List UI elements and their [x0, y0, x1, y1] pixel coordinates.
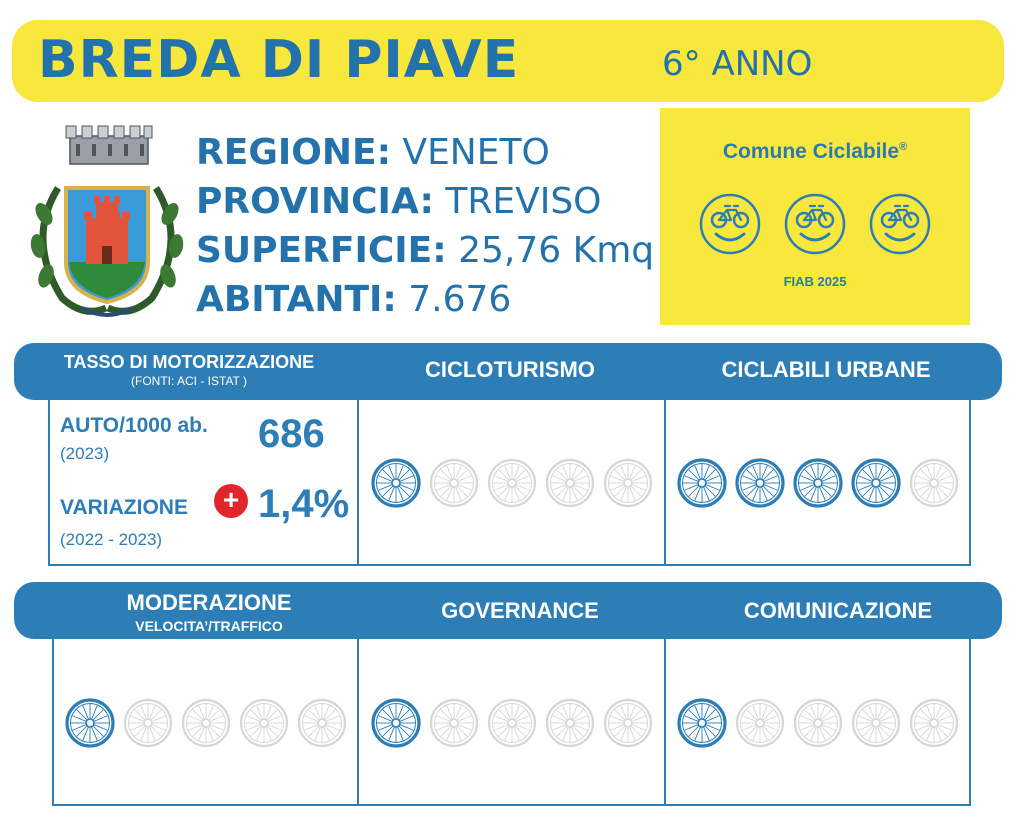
- header-comunicazione: COMUNICAZIONE: [743, 598, 933, 623]
- header-ciclabili-urbane: CICLABILI URBANE: [721, 357, 931, 382]
- wheel-empty-icon: [180, 697, 232, 749]
- auto-year: (2023): [60, 444, 110, 463]
- variation-years: (2022 - 2023): [60, 530, 163, 549]
- divider: [357, 639, 359, 806]
- wheel-empty-icon: [544, 697, 596, 749]
- divider: [664, 639, 666, 806]
- badge-title: Comune Ciclabile®: [722, 140, 908, 163]
- wheel-empty-icon: [296, 697, 348, 749]
- divider: [48, 400, 50, 566]
- motorization-block: [60, 410, 355, 560]
- wheel-empty-icon: [486, 457, 538, 509]
- wheel-filled-icon: [64, 697, 116, 749]
- info-value: TREVISO: [445, 181, 602, 222]
- municipality-name: BREDA DI PIAVE: [38, 30, 520, 90]
- wheel-empty-icon: [428, 457, 480, 509]
- wheel-empty-icon: [908, 457, 960, 509]
- divider: [48, 564, 971, 566]
- divider: [52, 639, 54, 806]
- rating-ciclabili-urbane: [676, 457, 966, 509]
- wheel-filled-icon: [850, 457, 902, 509]
- variation-value: 1,4%: [258, 482, 350, 526]
- wheel-filled-icon: [370, 457, 422, 509]
- wheel-empty-icon: [792, 697, 844, 749]
- divider: [969, 639, 971, 806]
- smiling-bicycle-icon: [783, 192, 847, 256]
- wheel-empty-icon: [908, 697, 960, 749]
- wheel-empty-icon: [850, 697, 902, 749]
- info-row-region: [196, 132, 654, 181]
- header-moderazione-sub: VELOCITA’/TRAFFICO: [135, 618, 283, 634]
- wheel-filled-icon: [792, 457, 844, 509]
- smiling-bicycle-icon: [868, 192, 932, 256]
- variation-label: VARIAZIONE: [60, 496, 188, 519]
- wheel-empty-icon: [122, 697, 174, 749]
- section-bar-bottom: [14, 582, 1002, 639]
- auto-value: 686: [258, 412, 325, 456]
- plus-icon: +: [214, 484, 248, 518]
- wheel-empty-icon: [428, 697, 480, 749]
- wheel-filled-icon: [370, 697, 422, 749]
- wheel-empty-icon: [544, 457, 596, 509]
- divider: [969, 400, 971, 566]
- wheel-filled-icon: [676, 457, 728, 509]
- header-moderazione: MODERAZIONE: [126, 590, 292, 615]
- info-value: 25,76 Kmq: [458, 230, 655, 271]
- wheel-empty-icon: [238, 697, 290, 749]
- auto-label: AUTO/1000 ab.: [60, 414, 208, 437]
- info-key: REGIONE:: [196, 132, 391, 173]
- info-row-area: [196, 230, 654, 279]
- info-value: 7.676: [408, 279, 512, 320]
- divider: [52, 804, 971, 806]
- wheel-empty-icon: [602, 697, 654, 749]
- wheel-empty-icon: [734, 697, 786, 749]
- rating-comunicazione: [676, 697, 966, 749]
- divider: [357, 400, 359, 566]
- edition-year: 6° ANNO: [662, 44, 813, 84]
- divider: [664, 400, 666, 566]
- info-value: VENETO: [402, 132, 550, 173]
- header-cicloturismo: CICLOTURISMO: [425, 357, 595, 382]
- info-row-population: [196, 279, 654, 328]
- info-key: PROVINCIA:: [196, 181, 434, 222]
- comune-ciclabile-badge: [660, 108, 970, 325]
- wheel-empty-icon: [486, 697, 538, 749]
- coat-of-arms-icon: [22, 122, 192, 322]
- rating-moderazione: [64, 697, 354, 749]
- header-governance: GOVERNANCE: [441, 598, 599, 623]
- info-row-province: [196, 181, 654, 230]
- badge-footer: FIAB 2025: [783, 274, 847, 289]
- wheel-filled-icon: [734, 457, 786, 509]
- wheel-empty-icon: [602, 457, 654, 509]
- info-key: SUPERFICIE:: [196, 230, 447, 271]
- motor-title: TASSO DI MOTORIZZAZIONE: [63, 352, 315, 372]
- rating-cicloturismo: [370, 457, 660, 509]
- info-list: [196, 132, 654, 328]
- wheel-filled-icon: [676, 697, 728, 749]
- smiling-bicycle-icon: [698, 192, 762, 256]
- badge-icons: [698, 192, 932, 256]
- section-bar-top: [14, 343, 1002, 400]
- info-key: ABITANTI:: [196, 279, 397, 320]
- rating-governance: [370, 697, 660, 749]
- motor-sources: (FONTI: ACI - ISTAT ): [131, 374, 247, 388]
- title-bar: [12, 20, 1004, 102]
